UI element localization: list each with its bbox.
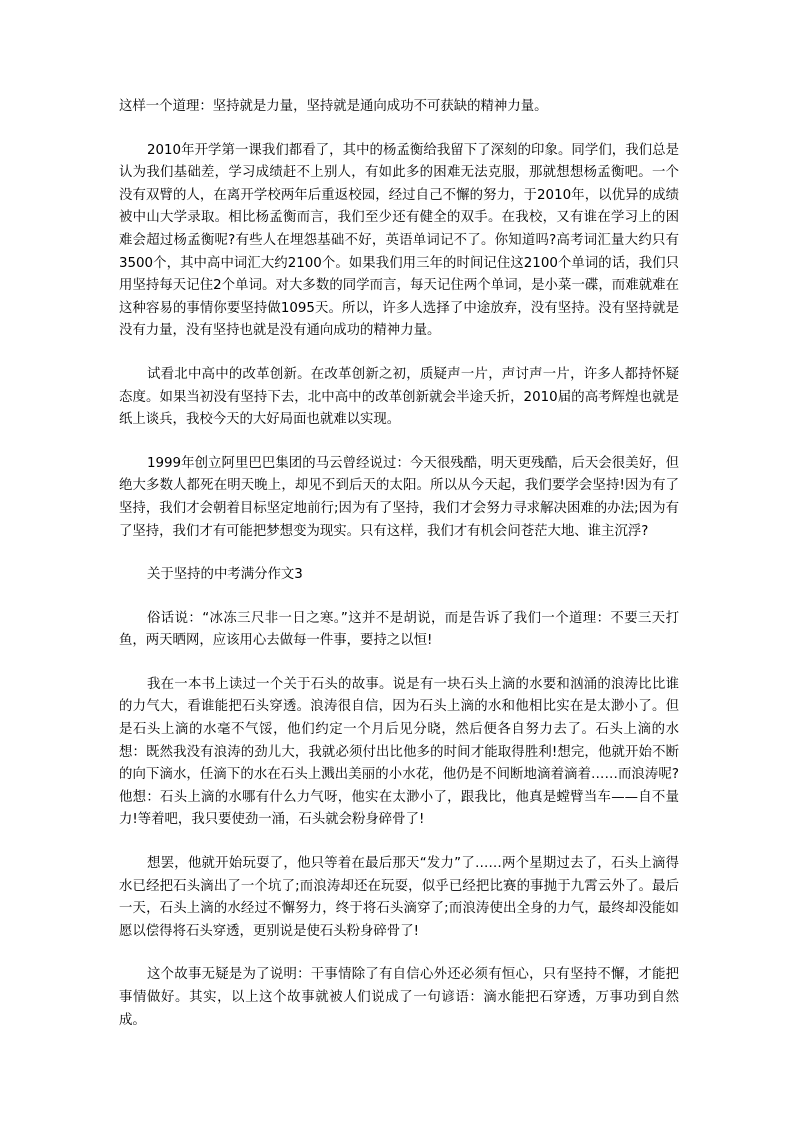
- paragraph-7: 想罢，他就开始玩耍了，他只等着在最后那天“发力”了……两个星期过去了，石头上滴得水已经把石头滴出了一个坑了;而浪涛却还在玩耍，似乎已经把比赛的事抛于九霄云外了。最后一天，石头上滴的水经过不懈努力，终于将石头滴穿了;而浪涛使出全身的力气，最终却没能如愿以偿得将石头穿透，更别说是使石头粉身碎骨了!: [119, 856, 679, 939]
- paragraph-3: 试看北中高中的改革创新。在改革创新之初，质疑声一片，声讨声一片，许多人都持怀疑态度。如果当初没有坚持下去，北中高中的改革创新就会半途夭折，2010届的高考辉煌也就是纸上谈兵，我校今天的大好局面也就难以实现。: [119, 366, 679, 428]
- paragraph-6: 我在一本书上读过一个关于石头的故事。说是有一块石头上滴的水要和汹涌的浪涛比比谁的力气大，看谁能把石头穿透。浪涛很自信，因为石头上滴的水和他相比实在是太渺小了。但是石头上滴的水毫不气馁，他们约定一个月后见分晓，然后便各自努力去了。石头上滴的水想：既然我没有浪涛的劲儿大，我就必须付出比他多的时间才能取得胜利!想完，他就开始不断的向下滴水，任滴下的水在石头上溅出美丽的小水花，他仍是不间断地滴着滴着……而浪涛呢?他想：石头上滴的水哪有什么力气呀，他实在太渺小了，跟我比，他真是螳臂当车——自不量力!等着吧，我只要使劲一涌，石头就会粉身碎骨了!: [119, 676, 679, 828]
- paragraph-8: 这个故事无疑是为了说明：干事情除了有自信心外还必须有恒心，只有坚持不懈，才能把事情做好。其实，以上这个故事就被人们说成了一句谚语：滴水能把石穿透，万事功到自然成。: [119, 967, 679, 1028]
- paragraph-2: 2010年开学第一课我们都看了，其中的杨孟衡给我留下了深刻的印象。同学们，我们总是认为我们基础差，学习成绩赶不上别人，有如此多的困难无法克服，那就想想杨孟衡吧。一个没有双臂的人，在离开学校两年后重返校园，经过自己不懈的努力，于2010年，以优异的成绩被中山大学录取。相比杨孟衡而言，我们至少还有健全的双手。在我校，又有谁在学习上的困难会超过杨孟衡呢?有些人在埋怨基础不好，英语单词记不了。你知道吗?高考词汇量大约只有3500个，其中高中词汇大约2100个。如果我们用三年的时间记住这2100个单词的话，我们只用坚持每天记住2个单词。对大多数的同学而言，每天记住两个单词，是小菜一碟，而难就难在这种容易的事情你要坚持做1095天。所以，许多人选择了中途放弃，没有坚持。没有坚持就是没有力量，没有坚持也就是没有通向成功的精神力量。: [119, 142, 679, 339]
- paragraph-1: 这样一个道理：坚持就是力量，坚持就是通向成功不可获缺的精神力量。: [119, 99, 548, 114]
- paragraph-4: 1999年创立阿里巴巴集团的马云曾经说过：今天很残酷，明天更残酷，后天会很美好，但绝大多数人都死在明天晚上，却见不到后天的太阳。所以从今天起，我们要学会坚持!因为有了坚持，我们才会朝着目标坚定地前行;因为有了坚持，我们才会努力寻求解决困难的办法;因为有了坚持，我们才有可能把梦想变为现实。只有这样，我们才有机会问苍茫大地、谁主沉浮?: [119, 455, 679, 539]
- paragraph-5: 俗话说：“冰冻三尺非一日之寒。”这并不是胡说，而是告诉了我们一个道理：不要三天打鱼，两天晒网，应该用心去做每一件事，要持之以恒!: [119, 610, 679, 649]
- section-heading: 关于坚持的中考满分作文3: [147, 567, 303, 583]
- document-body: [119, 96, 679, 1053]
